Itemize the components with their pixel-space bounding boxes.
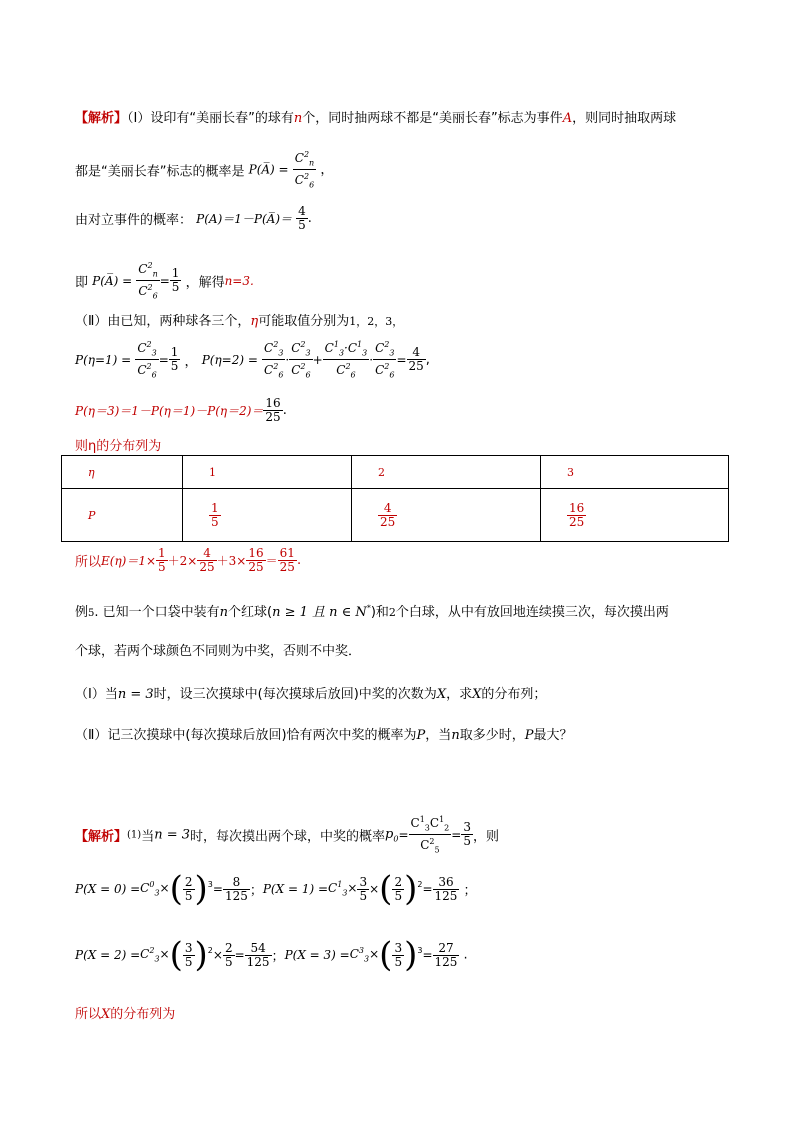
analysis2-dist-intro: 所以X的分布列为: [75, 1007, 176, 1022]
example-line-2: 个球，若两个球颜色不同则为中奖，否则不中奖．: [75, 644, 362, 659]
fraction: $\frac{4}{25}$: [199, 546, 215, 574]
fraction: $\frac{4}{25}$: [408, 345, 424, 374]
table-cell: η: [62, 456, 183, 489]
example-line-1: 例5. 已知一个口袋中装有n个红球(n ≥ 1 且 n ∈ N*)和2个白球，从中有放回地连续摸三次，每次摸出两: [75, 603, 669, 620]
table-cell: P: [62, 489, 183, 542]
fraction: $\frac{27}{125}$: [434, 940, 458, 969]
analysis2-px23: $P(X = 2) =C^2_3\times$( $\frac{3}{5}$ )$^2$× $\frac{2}{5}$ = $\frac{54}{125}$ ；$P(X = 3) =C^3_3\times$( $\frac{3}{5}$ )$^3$= $\frac{27}{125}$ .: [75, 935, 468, 975]
table-cell: $\frac{1}{5}$: [183, 489, 352, 542]
part2-p3: P(η＝3)＝1－P(η＝1)－P(η＝2)＝ $\frac{16}{25}$ .: [75, 396, 287, 424]
analysis-line-4: 即 P(A̅) = $\frac{C^2_n}{C^2_6}$ = $\frac{1}{5}$ ，解得n=3.: [75, 261, 254, 301]
distribution-intro: 则η的分布列为: [75, 439, 162, 454]
table-row: [62, 489, 729, 542]
analysis-line-1: 【解析】（Ⅰ）设印有“美丽长春”的球有n个，同时抽两球不都是“美丽长春”标志为事件A，则同时抽取两球: [75, 111, 677, 126]
distribution-table: [61, 455, 729, 542]
table-cell: 3: [541, 456, 729, 489]
fraction: $\frac{1}{5}$: [171, 266, 180, 295]
example-question-1: （Ⅰ）当n = 3时，设三次摸球中(每次摸球后放回)中奖的次数为X，求X的分布列；: [75, 687, 547, 702]
fraction: $\frac{C^1_3C^1_2}{C^2_5}$: [410, 815, 450, 855]
table-cell: 2: [352, 456, 541, 489]
fraction: $\frac{C^2_3}{C^2_6}$: [375, 340, 395, 380]
fraction: $\frac{C^1_3\cdot C^1_3}{C^2_6}$: [324, 340, 368, 380]
part2-intro: （Ⅱ）由已知，两种球各三个，η可能取值分别为1，2，3，: [75, 314, 404, 329]
fraction: $\frac{61}{25}$: [279, 546, 295, 574]
table-cell: $\frac{4}{25}$: [352, 489, 541, 542]
table-header-row: [62, 456, 729, 489]
analysis2-line-1: 【解析】(1)当n = 3时，每次摸出两个球，中奖的概率$p_0=$ $\frac{C^1_3C^1_2}{C^2_5}$ = $\frac{3}{5}$ ，则: [75, 815, 499, 855]
fraction: $\frac{1}{5}$: [158, 546, 166, 574]
fraction: $\frac{54}{125}$: [246, 940, 270, 969]
analysis-tag: 【解析】: [75, 111, 128, 126]
analysis-tag: 【解析】: [75, 829, 128, 845]
fraction: $\frac{4}{5}$: [298, 204, 306, 232]
fraction: $\frac{1}{5}$: [170, 345, 179, 374]
analysis2-px01: $P(X = 0) =C^0_3\times$( $\frac{2}{5}$ )$^3$= $\frac{8}{125}$ ；$P(X = 1) =C^1_3\times$ $\frac{3}{5}$ ×( $\frac{2}{5}$ )$^2$= $\frac{36}{125}$ ；: [75, 869, 477, 909]
example-question-2: （Ⅱ）记三次摸球中(每次摸球后放回)恰有两次中奖的概率为P，当n取多少时，P最大？: [75, 728, 573, 743]
fraction: $\frac{3}{5}$: [463, 820, 471, 849]
expectation-line: 所以E(η)＝1× $\frac{1}{5}$ ＋2× $\frac{4}{25}$ ＋3× $\frac{16}{25}$ ＝ $\frac{61}{25}$ .: [75, 546, 302, 574]
fraction: $\frac{16}{25}$: [248, 546, 264, 574]
table-cell: $\frac{16}{25}$: [541, 489, 729, 542]
table-cell: 1: [183, 456, 352, 489]
fraction: $\frac{C^2_n}{C^2_6}$: [294, 150, 315, 190]
fraction: $\frac{16}{25}$: [265, 396, 281, 424]
analysis-line-3: 由对立事件的概率： P(A)＝1－P(A̅)＝ $\frac{4}{5}$ .: [75, 204, 312, 232]
fraction: $\frac{C^2_3}{C^2_6}$: [264, 340, 284, 380]
fraction: $\frac{C^2_3}{C^2_6}$: [291, 340, 311, 380]
fraction: $\frac{36}{125}$: [434, 874, 458, 903]
analysis-line-2: 都是“美丽长春”标志的概率是 P(A̅) = $\frac{C^2_n}{C^2_6}$ ，: [75, 150, 334, 190]
part2-probabilities: P(η=1) = $\frac{C^2_3}{C^2_6}$ = $\frac{1}{5}$ ， P(η=2) = $\frac{C^2_3}{C^2_6}$ · $\frac{C^2_3}{C^2_6}$ + $\frac{C^1_3\cdot C^1_3}{C^2_6}$ · $\frac{C^2_3}{C^2_6}$ = $\frac{4}{25}$ ,: [75, 340, 430, 380]
fraction: $\frac{8}{125}$: [224, 874, 248, 903]
fraction: $\frac{C^2_n}{C^2_6}$: [138, 261, 158, 301]
fraction: $\frac{C^2_3}{C^2_6}$: [137, 340, 157, 380]
